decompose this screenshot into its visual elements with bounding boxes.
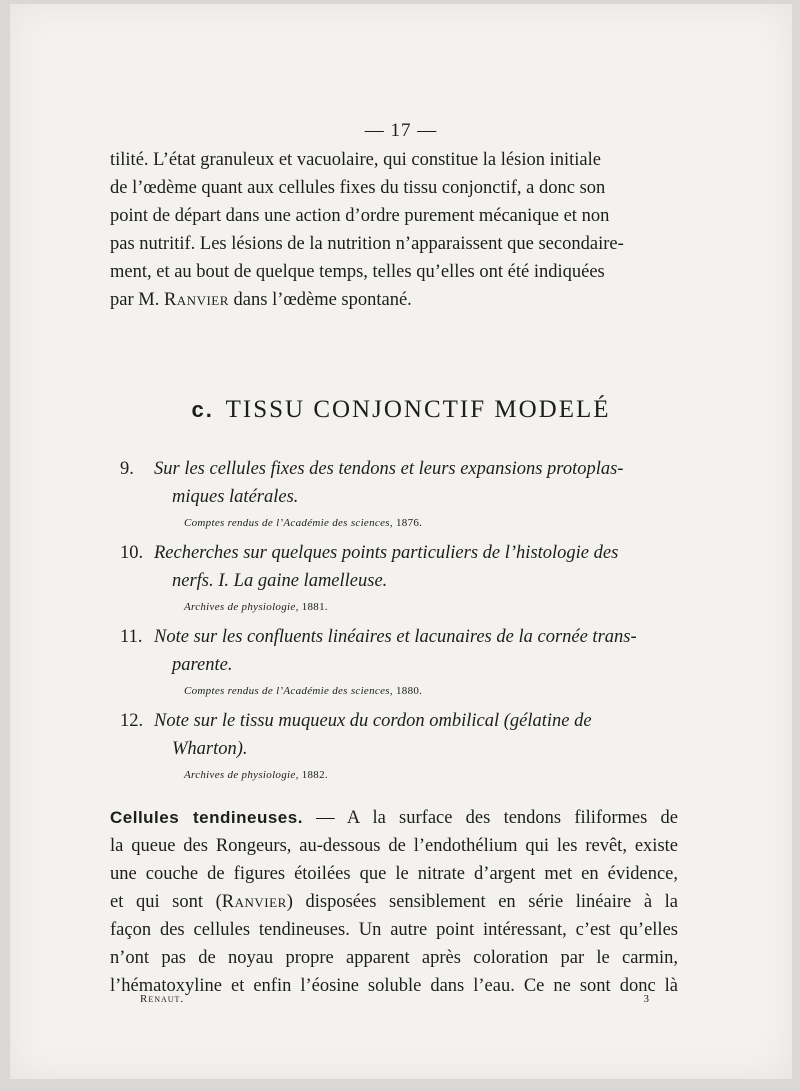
page-footer xyxy=(140,993,650,1005)
reference-number: 10. xyxy=(120,543,144,563)
reference-journal: Archives de physiologie, xyxy=(184,769,299,781)
intro-text: dans l’œdème spontané. xyxy=(228,290,412,310)
intro-text: par M. xyxy=(110,290,164,310)
intro-line: tilité. L’état granuleux et vacuolaire, qui constitue la lésion initiale xyxy=(110,150,601,170)
body-line: la queue des Rongeurs, au-dessous de l’endothélium qui les revêt, existe xyxy=(110,836,678,856)
reference-number: 11. xyxy=(120,627,143,647)
section-title: TISSU CONJONCTIF MODELÉ xyxy=(225,396,611,423)
reference-item xyxy=(110,707,678,781)
reference-title xyxy=(154,539,678,595)
reference-title-line: Note sur le tissu muqueux du cordon ombilical (gélatine de xyxy=(154,711,592,731)
body-line: l’hématoxyline et enfin l’éosine soluble dans l’eau. Ce ne sont donc là xyxy=(110,976,678,996)
body-text: — A la surface des tendons filiformes de xyxy=(302,808,678,828)
reference-year: 1876. xyxy=(395,517,423,529)
intro-line: de l’œdème quant aux cellules fixes du tissu conjonctif, a donc son xyxy=(110,178,606,198)
page-number: — 17 — xyxy=(364,120,438,141)
reference-number: 9. xyxy=(120,459,134,479)
reference-title-line: Note sur les confluents linéaires et lacunaires de la cornée trans- xyxy=(154,627,637,647)
intro-line: point de départ dans une action d’ordre purement mécanique et non xyxy=(110,206,610,226)
reference-source xyxy=(184,517,678,529)
reference-journal: Comptes rendus de l’Académie des sciences, xyxy=(184,517,393,529)
body-text: ) disposées sensiblement en série linéaire à la xyxy=(286,892,679,912)
reference-title xyxy=(154,623,678,679)
reference-year: 1880. xyxy=(395,685,423,697)
paragraph-lead: Cellules tendineuses. xyxy=(110,808,303,827)
body-line xyxy=(110,888,678,916)
reference-item xyxy=(110,539,678,613)
reference-journal: Comptes rendus de l’Académie des sciences, xyxy=(184,685,393,697)
reference-year: 1881. xyxy=(301,601,328,613)
body-line xyxy=(110,804,678,832)
reference-title-line: Wharton). xyxy=(172,739,248,759)
reference-title-line: miques latérales. xyxy=(172,487,299,507)
reference-title-line: nerfs. I. La gaine lamelleuse. xyxy=(172,571,388,591)
intro-line-last xyxy=(110,286,678,314)
reference-number: 12. xyxy=(120,711,144,731)
body-paragraph xyxy=(110,804,678,1000)
reference-title-line: parente. xyxy=(172,655,233,675)
reference-item xyxy=(110,455,678,529)
body-line: n’ont pas de noyau propre apparent après coloration par le carmin, xyxy=(110,948,678,968)
reference-title xyxy=(154,707,678,763)
body-line: une couche de figures étoilées que le nitrate d’argent met en évidence, xyxy=(110,864,678,884)
document-page xyxy=(10,4,792,1079)
reference-journal: Archives de physiologie, xyxy=(184,601,299,613)
author-name: Ranvier xyxy=(221,892,287,912)
reference-item xyxy=(110,623,678,697)
author-name: Ranvier xyxy=(163,290,229,310)
reference-title xyxy=(154,455,678,511)
reference-year: 1882. xyxy=(301,769,328,781)
reference-source xyxy=(184,685,678,697)
reference-title-line: Recherches sur quelques points particuliers de l’histologie des xyxy=(154,543,619,563)
section-letter: c. xyxy=(191,397,214,422)
reference-source xyxy=(184,769,678,781)
sheet-number: 3 xyxy=(643,993,650,1005)
intro-line: pas nutritif. Les lésions de la nutrition n’apparaissent que secondaire- xyxy=(110,234,624,254)
intro-line: ment, et au bout de quelque temps, telles qu’elles ont été indiquées xyxy=(110,262,605,282)
reference-list xyxy=(110,455,678,791)
signature-mark: Renaut. xyxy=(140,993,185,1005)
body-line: façon des cellules tendineuses. Un autre point intéressant, c’est qu’elles xyxy=(110,920,678,940)
section-heading xyxy=(10,396,792,424)
intro-paragraph xyxy=(110,146,678,314)
body-text: et qui sont ( xyxy=(110,892,222,912)
reference-title-line: Sur les cellules fixes des tendons et leurs expansions protoplas- xyxy=(154,459,624,479)
reference-source xyxy=(184,601,678,613)
